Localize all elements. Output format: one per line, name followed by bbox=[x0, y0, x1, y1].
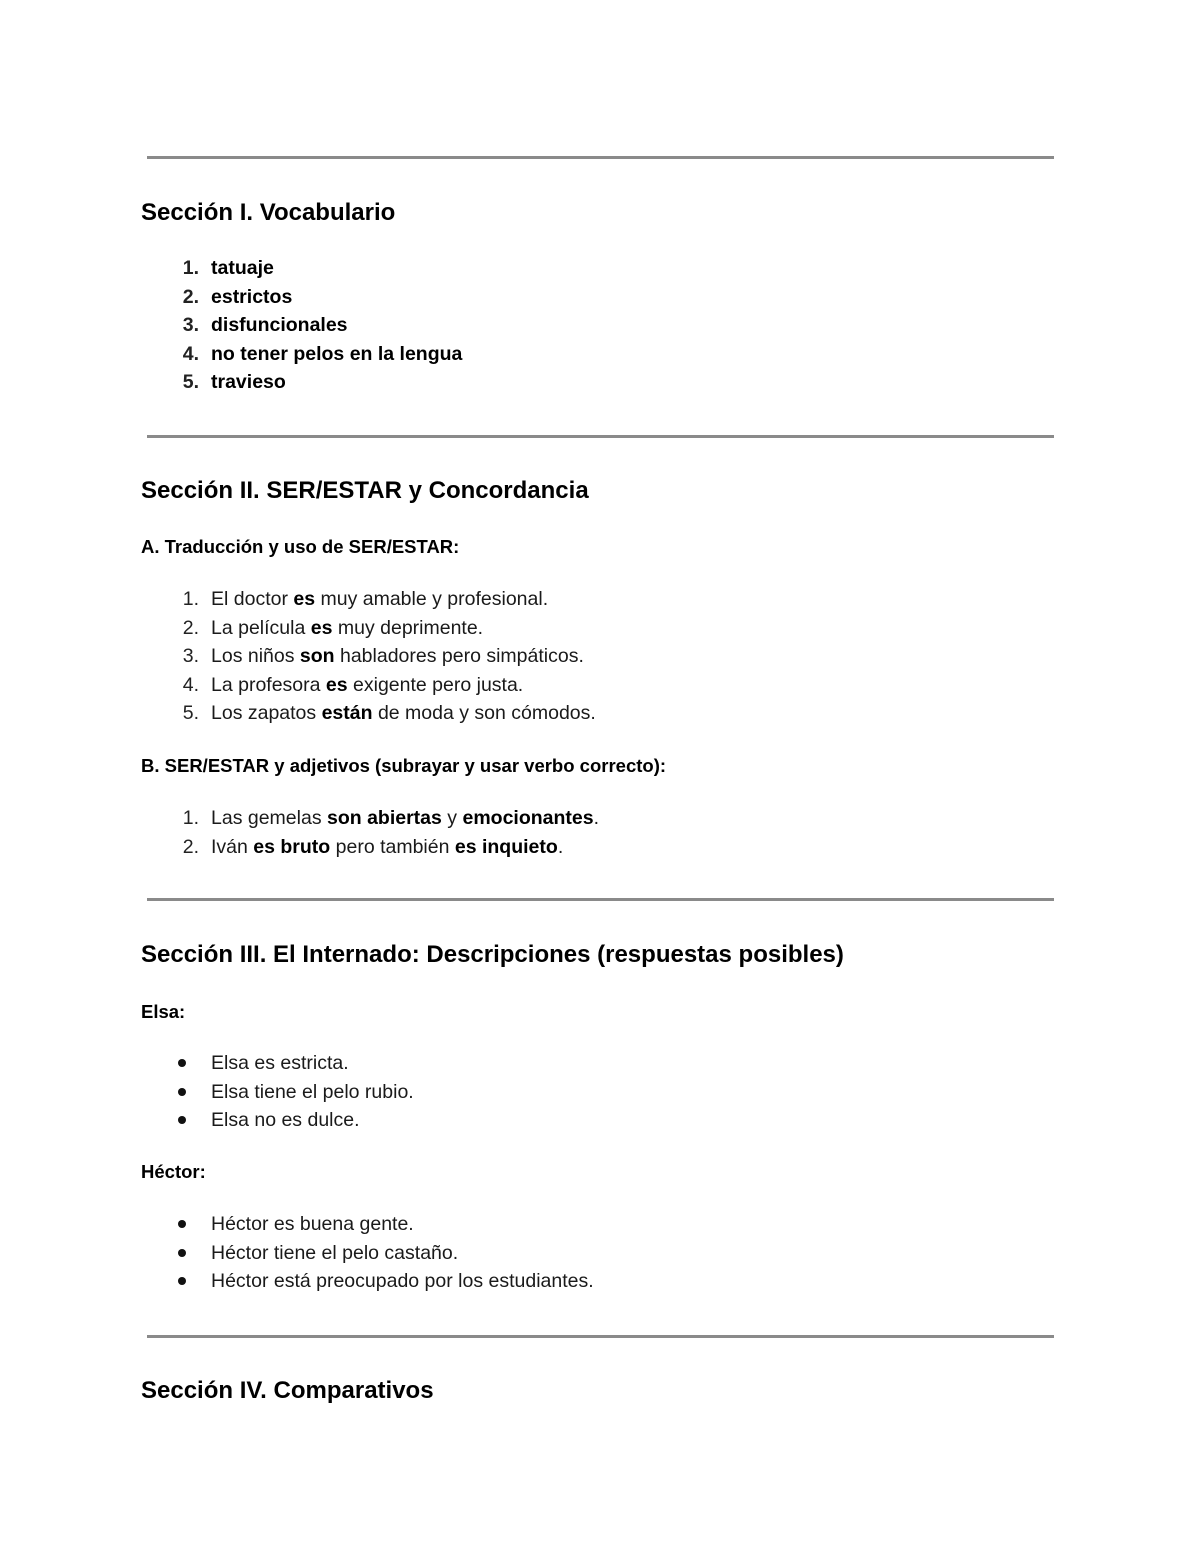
list-number: 5. bbox=[182, 702, 199, 724]
description-text: Héctor es buena gente. bbox=[211, 1213, 414, 1235]
bullet-icon bbox=[178, 1116, 186, 1124]
description-text: Héctor tiene el pelo castaño. bbox=[211, 1241, 459, 1264]
section-4-title: Sección IV. Comparativos bbox=[141, 1377, 434, 1404]
bullet-icon bbox=[178, 1220, 186, 1228]
description-text: Elsa es estricta. bbox=[211, 1052, 349, 1074]
bullet-icon bbox=[178, 1059, 186, 1067]
sentence-text: exigente pero justa. bbox=[347, 673, 524, 696]
list-item bbox=[141, 701, 596, 730]
list-number: 2. bbox=[182, 835, 199, 858]
sentence-text: Los niños bbox=[211, 645, 300, 667]
list-item bbox=[141, 1212, 594, 1241]
list-item bbox=[141, 1269, 594, 1298]
sentence-text: muy deprimente. bbox=[332, 616, 484, 639]
list-item bbox=[141, 313, 462, 342]
verb-answer: es bbox=[310, 616, 333, 639]
hector-label: Héctor: bbox=[141, 1161, 206, 1182]
sentence-text: de moda y son cómodos. bbox=[372, 702, 596, 724]
part-a-title: A. Traducción y uso de SER/ESTAR: bbox=[141, 536, 460, 557]
list-item bbox=[141, 1108, 414, 1137]
description-text: Héctor está preocupado por los estudiantes. bbox=[211, 1270, 594, 1292]
part-b-title: B. SER/ESTAR y adjetivos (subrayar y usar verbo correcto): bbox=[141, 755, 667, 776]
verb-answer: son bbox=[299, 645, 335, 667]
vocabulary-list bbox=[141, 256, 462, 399]
section-3-title: Sección III. El Internado: Descripciones (respuestas posibles) bbox=[141, 941, 844, 968]
list-number: 1. bbox=[182, 257, 199, 279]
sentence-text: El doctor bbox=[211, 588, 294, 610]
section-divider-1 bbox=[147, 156, 1054, 159]
verb-answer: es bbox=[293, 588, 316, 610]
adjective-answer: es inquieto bbox=[454, 835, 558, 858]
sentence-text: muy amable y profesional. bbox=[315, 588, 549, 610]
vocabulary-word: no tener pelos en la lengua bbox=[211, 342, 463, 365]
list-item bbox=[141, 616, 596, 645]
vocabulary-word: disfuncionales bbox=[211, 314, 348, 336]
elsa-label: Elsa: bbox=[141, 1001, 186, 1022]
list-number: 1. bbox=[182, 588, 199, 610]
bullet-icon bbox=[178, 1277, 186, 1285]
verb-answer: es bruto bbox=[253, 835, 331, 858]
list-item bbox=[141, 806, 599, 835]
hector-description-list bbox=[141, 1212, 594, 1298]
verb-answer: son abiertas bbox=[326, 807, 442, 829]
bullet-icon bbox=[178, 1088, 186, 1096]
sentence-text: pero también bbox=[330, 835, 455, 858]
description-text: Elsa tiene el pelo rubio. bbox=[211, 1080, 414, 1103]
list-item bbox=[141, 370, 462, 399]
sentence-text: Las gemelas bbox=[211, 807, 327, 829]
section-divider-4 bbox=[147, 1335, 1054, 1338]
section-1-title: Sección I. Vocabulario bbox=[141, 199, 396, 226]
sentence-text: . bbox=[557, 835, 564, 858]
list-item bbox=[141, 256, 462, 285]
list-number: 5. bbox=[182, 371, 199, 393]
list-item bbox=[141, 673, 596, 702]
list-item bbox=[141, 1080, 414, 1109]
verb-answer: están bbox=[321, 702, 373, 724]
list-item bbox=[141, 342, 462, 371]
sentence-text: La película bbox=[211, 616, 311, 639]
list-item bbox=[141, 1241, 594, 1270]
vocabulary-word: travieso bbox=[211, 371, 286, 393]
list-number: 4. bbox=[182, 673, 199, 696]
section-divider-3 bbox=[147, 898, 1054, 901]
sentence-text: Los zapatos bbox=[211, 702, 322, 724]
adjectives-list bbox=[141, 806, 599, 863]
sentence-text: Iván bbox=[211, 835, 254, 858]
vocabulary-word: estrictos bbox=[211, 285, 293, 308]
translation-list bbox=[141, 587, 596, 730]
list-number: 1. bbox=[182, 807, 199, 829]
list-number: 2. bbox=[182, 285, 199, 308]
bullet-icon bbox=[178, 1249, 186, 1257]
list-number: 2. bbox=[182, 616, 199, 639]
list-number: 4. bbox=[182, 342, 199, 365]
section-2-title: Sección II. SER/ESTAR y Concordancia bbox=[141, 477, 589, 504]
list-item bbox=[141, 644, 596, 673]
list-item bbox=[141, 285, 462, 314]
verb-answer: es bbox=[325, 673, 348, 696]
sentence-text: La profesora bbox=[211, 673, 326, 696]
list-item bbox=[141, 587, 596, 616]
vocabulary-word: tatuaje bbox=[211, 257, 274, 279]
section-divider-2 bbox=[147, 435, 1054, 438]
list-item bbox=[141, 835, 599, 864]
list-item bbox=[141, 1051, 414, 1080]
elsa-description-list bbox=[141, 1051, 414, 1137]
list-number: 3. bbox=[182, 314, 199, 336]
sentence-text: habladores pero simpáticos. bbox=[334, 645, 584, 667]
list-number: 3. bbox=[182, 645, 199, 667]
sentence-text: y bbox=[441, 807, 463, 829]
adjective-answer: emocionantes bbox=[462, 807, 594, 829]
sentence-text: . bbox=[593, 807, 600, 829]
description-text: Elsa no es dulce. bbox=[211, 1109, 360, 1131]
